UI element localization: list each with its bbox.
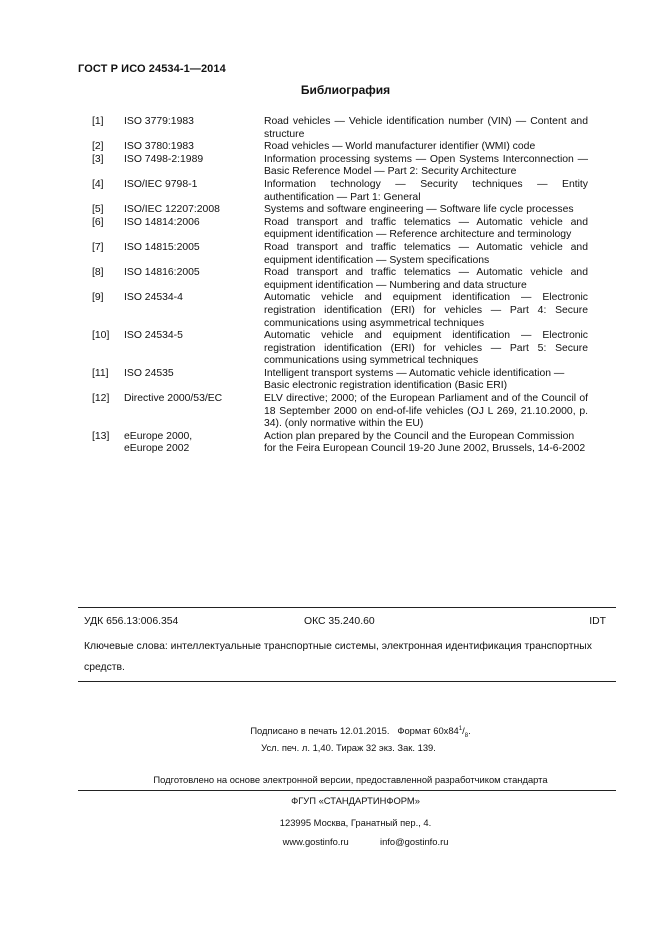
entry-code: ISO 24534-4: [124, 292, 183, 304]
entry-description: Automatic vehicle and equipment identification — Electronic registration identification (ERI) for vehicles — Part 5: Secure communications using symmetrical techniques: [264, 330, 588, 367]
bibliography-entry: [92, 242, 588, 267]
signed-text: Подписано в печать 12.01.2015. Формат 60х84: [250, 725, 459, 736]
entry-description: Road transport and traffic telematics — Automatic vehicle and equipment identification — Numbering and data structure: [264, 267, 588, 291]
entry-code: Directive 2000/53/EC: [124, 393, 223, 405]
entry-description: Systems and software engineering — Software life cycle processes: [264, 204, 574, 216]
website-link[interactable]: www.gostinfo.ru: [282, 836, 349, 847]
bibliography-entry: [92, 267, 588, 292]
bibliography-entry: [92, 141, 588, 154]
bibliography-entry: [92, 292, 588, 330]
udk-code: УДК 656.13:006.354: [84, 616, 179, 627]
format-sup: 1: [458, 725, 463, 732]
entry-description: Road vehicles — Vehicle identification number (VIN) — Content and structure: [264, 116, 588, 140]
standard-id: ГОСТ Р ИСО 24534-1—2014: [78, 63, 226, 75]
entry-number: [9]: [92, 292, 104, 304]
bibliography-entry: [92, 217, 588, 242]
entry-code: ISO 14816:2005: [124, 267, 200, 279]
entry-description: Road transport and traffic telematics — Automatic vehicle and equipment identification — Reference architecture and terminology: [264, 216, 588, 241]
entry-number: [1]: [92, 116, 104, 127]
bibliography-entry: [92, 116, 588, 141]
entry-description: ELV directive; 2000; of the European Parliament and of the Council of 18 September 2000 on end-of-life vehicles (OJ L 269, 21.10.2000, p. 34). (only normative within the EU): [264, 393, 588, 430]
entry-description: Action plan prepared by the Council and the European Commission for the Feira European Council 19-20 June 2002, Brussels, 14-6-2002: [264, 430, 586, 455]
entry-code: ISO 3780:1983: [124, 141, 194, 153]
page-title: Библиография: [300, 83, 391, 97]
idt-label: IDT: [589, 616, 606, 627]
entry-code: ISO 24535: [124, 367, 174, 379]
entry-number: [10]: [92, 330, 110, 342]
bibliography-entry: [92, 179, 588, 204]
entry-description: Intelligent transport systems — Automatic vehicle identification — Basic electronic registration identification (Basic ERI): [264, 367, 565, 392]
signed-line: Подписано в печать 12.01.2015. Формат $60х84^1/_8$.: [250, 725, 471, 739]
entry-description: Information technology — Security techniques — Entity authentification — Part 1: General: [264, 178, 588, 203]
bibliography-entry: [92, 431, 588, 456]
entry-code: ISO 7498-2:1989: [124, 153, 204, 165]
contacts: [0, 836, 661, 847]
entry-number: [7]: [92, 241, 104, 253]
bibliography-entry: [92, 154, 588, 179]
bibliography-entry: [92, 204, 588, 217]
entry-code: ISO/IEC 12207:2008: [124, 204, 220, 216]
bibliography-entry: [92, 393, 588, 431]
entry-description: Road transport and traffic telematics — Automatic vehicle and equipment identification — System specifications: [264, 241, 588, 266]
prepared-note: Подготовлено на основе электронной версии, предоставленной разработчиком стандарта: [153, 774, 548, 785]
bibliography-entry: [92, 330, 588, 368]
print-info: Усл. печ. л. 1,40. Тираж 32 экз. Зак. 139.: [261, 742, 436, 753]
keywords: Ключевые слова: интеллектуальные транспортные системы, электронная идентификация транспортных средств.: [84, 641, 592, 673]
divider-top: [78, 607, 616, 608]
entry-code: ISO 14814:2006: [124, 216, 200, 228]
entry-code: ISO 14815:2005: [124, 241, 200, 253]
entry-number: [5]: [92, 204, 104, 216]
entry-number: [8]: [92, 267, 104, 279]
entry-number: [11]: [92, 367, 109, 379]
address: 123995 Москва, Гранатный пер., 4.: [279, 817, 432, 828]
entry-number: [13]: [92, 430, 110, 442]
entry-description: Road vehicles — World manufacturer identifier (WMI) code: [264, 141, 536, 153]
bibliography-entry: [92, 368, 588, 393]
entry-number: [3]: [92, 153, 104, 165]
email-link[interactable]: info@gostinfo.ru: [380, 836, 449, 847]
entry-number: [2]: [92, 141, 104, 153]
bibliography-list: [92, 116, 588, 456]
divider-middle: [78, 681, 616, 682]
entry-description: Information processing systems — Open Systems Interconnection — Basic Reference Model — Part 2: Security Architecture: [264, 153, 588, 178]
entry-description: Automatic vehicle and equipment identification — Electronic registration identification (ERI) for vehicles — Part 4: Secure communications using asymmetrical techniques: [264, 292, 588, 329]
entry-number: [4]: [92, 178, 104, 190]
entry-number: [12]: [92, 393, 110, 405]
format-suffix: .: [468, 725, 471, 736]
oks-code: ОКС 35.240.60: [304, 616, 375, 627]
entry-code: eEurope 2000, eEurope 2002: [124, 430, 193, 455]
entry-number: [6]: [92, 216, 104, 228]
entry-code: ISO 24534-5: [124, 330, 183, 342]
entry-code: ISO/IEC 9798-1: [124, 178, 198, 190]
entry-code: ISO 3779:1983: [124, 116, 194, 127]
publisher: ФГУП «СТАНДАРТИНФОРМ»: [291, 795, 420, 806]
divider-bottom: [78, 790, 616, 791]
format-sub: 8: [464, 732, 469, 739]
